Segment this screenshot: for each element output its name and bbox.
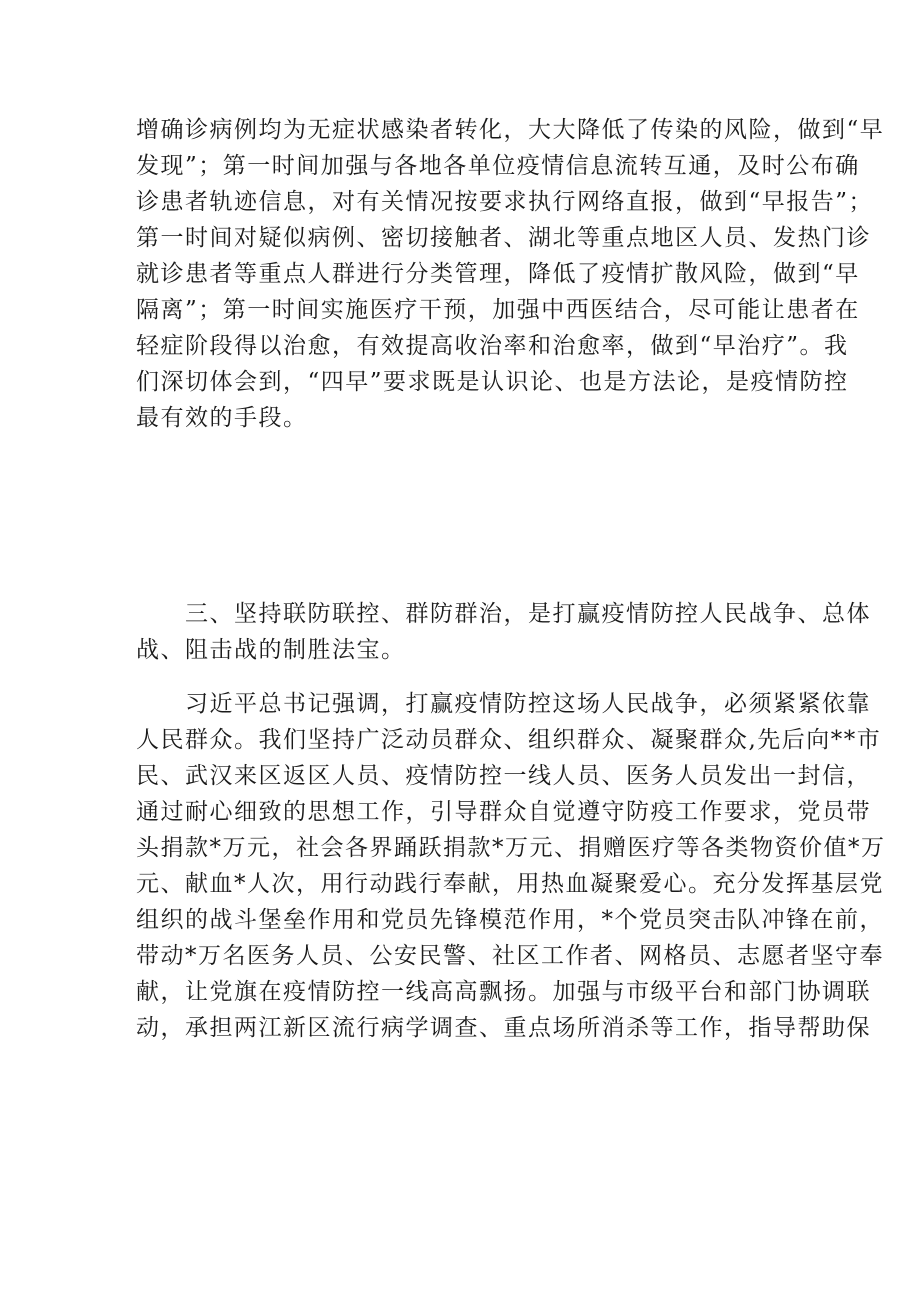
text-line: 增确诊病例均为无症状感染者转化，大大降低了传染的风险，做到“早 [136, 117, 885, 143]
text-line: 元、献血*人次，用行动践行奉献，用热血凝聚爱心。充分发挥基层党 [136, 871, 884, 897]
text-line: 就诊患者等重点人群进行分类管理，降低了疫情扩散风险，做到“早 [136, 261, 860, 287]
text-line: 隔离”；第一时间实施医疗干预，加强中西医结合，尽可能让患者在 [136, 297, 860, 323]
text-line: 轻症阶段得以治愈，有效提高收治率和治愈率，做到“早治疗”。我 [136, 333, 849, 359]
text-line: 习近平总书记强调，打赢疫情防控这场人民战争，必须紧紧依靠 [136, 691, 871, 717]
text-line: 组织的战斗堡垒作用和党员先锋模范作用，*个党员突击队冲锋在前， [136, 907, 884, 933]
text-line: 诊患者轨迹信息，对有关情况按要求执行网络直报，做到“早报告”； [136, 189, 874, 215]
paragraph-four-early [136, 112, 885, 436]
text-line: 动，承担两江新区流行病学调查、重点场所消杀等工作，指导帮助保 [136, 1015, 871, 1041]
text-line: 们深切体会到，“四早”要求既是认识论、也是方法论，是疫情防控 [136, 369, 849, 395]
text-line: 人民群众。我们坚持广泛动员群众、组织群众、凝聚群众,先后向**市 [136, 727, 882, 753]
heading-line: 战、阻击战的制胜法宝。 [136, 637, 406, 663]
section-heading-three [136, 596, 871, 668]
paragraph-mass-mobilization [136, 686, 886, 1046]
text-line: 第一时间对疑似病例、密切接触者、湖北等重点地区人员、发热门诊 [136, 225, 871, 251]
text-line: 带动*万名医务人员、公安民警、社区工作者、网格员、志愿者坚守奉 [136, 943, 884, 969]
text-line: 头捐款*万元，社会各界踊跃捐款*万元、捐赠医疗等各类物资价值*万 [136, 835, 886, 861]
text-line: 最有效的手段。 [136, 405, 308, 431]
text-line: 献，让党旗在疫情防控一线高高飘扬。加强与市级平台和部门协调联 [136, 979, 871, 1005]
text-line: 发现”；第一时间加强与各地各单位疫情信息流转互通，及时公布确 [136, 153, 860, 179]
text-line: 通过耐心细致的思想工作，引导群众自觉遵守防疫工作要求，党员带 [136, 799, 871, 825]
text-line: 民、武汉来区返区人员、疫情防控一线人员、医务人员发出一封信， [136, 763, 871, 789]
heading-line: 三、坚持联防联控、群防群治，是打赢疫情防控人民战争、总体 [136, 601, 871, 627]
